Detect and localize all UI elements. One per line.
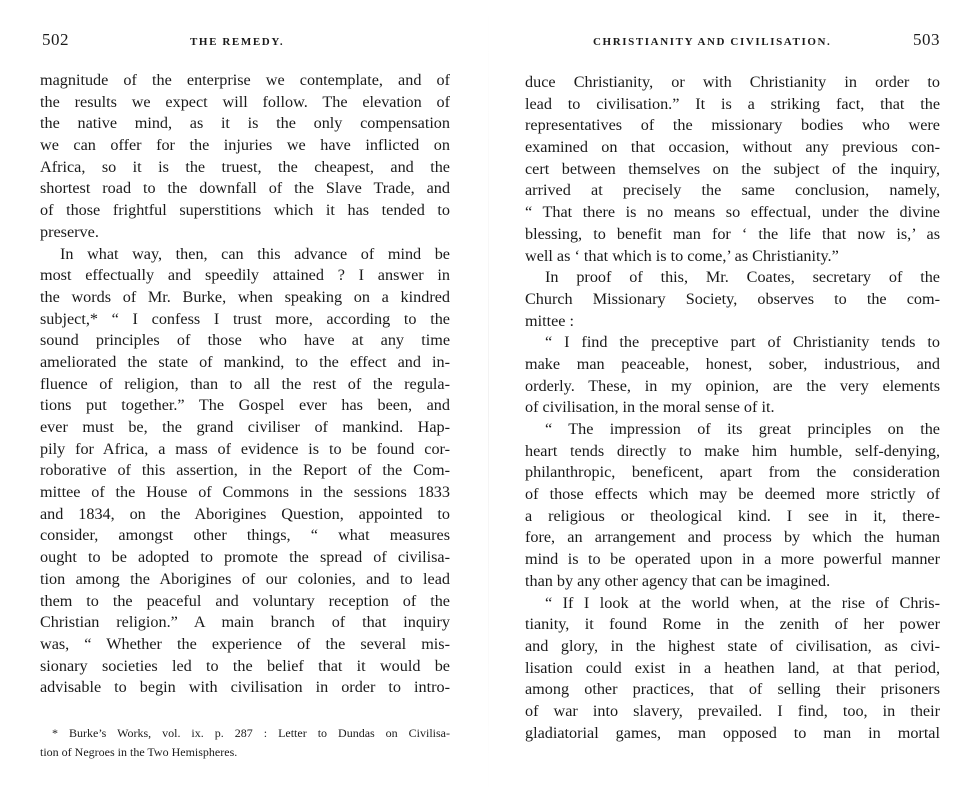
footnote	[40, 724, 450, 762]
text-line: than by any other agency that can be imagined.	[525, 571, 831, 590]
left-running-title: THE REMEDY.	[190, 36, 285, 48]
text-line: sionary societies led to the belief that it would be	[40, 656, 450, 675]
text-line: mittee :	[525, 311, 574, 330]
left-running-head	[40, 30, 450, 52]
text-line: representatives of the missionary bodies who were	[525, 116, 940, 135]
text-line: gladiatorial games, man opposed to man in mortal	[525, 723, 940, 742]
text-line: duce Christianity, or with Christianity in order to	[525, 73, 940, 91]
text-line: blessing, to benefit man for ‘ the life that now is,’ as	[525, 224, 940, 243]
text-line: shortest road to the downfall of the Slave Trade, and	[40, 179, 450, 198]
text-line: “ The impression of its great principles on the	[545, 420, 940, 438]
text-line: and glory, in the highest state of civilisation, as civi-	[525, 636, 940, 655]
text-line: most effectually and speedily attained ? I answer in	[40, 266, 450, 285]
right-page-number: 503	[913, 30, 940, 49]
text-line: pily for Africa, a mass of evidence is to be found cor-	[40, 439, 450, 458]
text-line: ameliorated the state of mankind, to the effect and in-	[40, 352, 450, 371]
text-line: the words of Mr. Burke, when speaking on a kindred	[40, 287, 450, 306]
text-line: magnitude of the enterprise we contemplate, and of	[40, 71, 450, 89]
text-line: “ If I look at the world when, at the rise of Chris-	[545, 593, 940, 612]
text-line: we can offer for the injuries we have inflicted on	[40, 136, 450, 155]
text-line: of those effects which may be deemed more strictly of	[525, 485, 940, 504]
text-line: Christian religion.” A main branch of that inquiry	[40, 613, 450, 632]
text-line: “ That there is no means so effectual, under the divine	[525, 203, 940, 222]
text-line: a religious or theological kind. I see in it, there-	[525, 506, 940, 525]
text-line: tions put together.” The Gospel ever has been, and	[40, 396, 450, 415]
text-line: mittee of the House of Commons in the sessions 1833	[40, 483, 450, 502]
text-line: them to the peaceful and voluntary reception of the	[40, 591, 450, 610]
text-line: mind is to be operated upon in a more powerful manner	[525, 550, 940, 569]
footnote-line: tion of Negroes in the Two Hemispheres.	[40, 745, 238, 759]
text-line: lead to civilisation.” It is a striking fact, that the	[525, 94, 940, 113]
text-line: of war into slavery, prevailed. I find, too, in their	[525, 701, 940, 720]
text-line: was, “ Whether the experience of the several mis-	[40, 634, 450, 653]
left-body-text	[40, 70, 450, 699]
text-line: cert between themselves on the subject of the inquiry,	[525, 159, 940, 178]
text-line: ever must be, the grand civiliser of mankind. Hap-	[40, 418, 450, 436]
text-line: advisable to begin with civilisation in order to intro-	[40, 678, 450, 697]
text-line: subject,* “ I confess I trust more, according to the	[40, 309, 450, 328]
text-line: philanthropic, beneficent, apart from the consideration	[525, 463, 940, 482]
text-line: consider, amongst other things, “ what measures	[40, 526, 450, 545]
text-line: among other practices, that of selling their prisoners	[525, 680, 940, 699]
text-line: lisation could exist in a heathen land, at that period,	[525, 658, 940, 677]
text-line: the results we expect will follow. The elevation of	[40, 92, 450, 111]
text-line: sound principles of those who have at any time	[40, 331, 450, 350]
text-line: examined on that occasion, without any previous con-	[525, 138, 940, 157]
text-line: and 1834, on the Aborigines Question, appointed to	[40, 504, 450, 523]
text-line: arrived at precisely the same conclusion, namely,	[525, 181, 940, 200]
text-line: Church Missionary Society, observes to the com-	[525, 289, 940, 308]
text-line: fore, an arrangement and process by which the human	[525, 528, 940, 547]
text-line: tianity, it found Rome in the zenith of her power	[525, 615, 940, 634]
text-line: the native mind, as it is the only compensation	[40, 114, 450, 133]
text-line: fluence of religion, than to all the rest of the regula-	[40, 374, 450, 393]
right-body-text	[525, 72, 940, 744]
text-line: of civilisation, in the moral sense of it.	[525, 398, 775, 417]
text-line: In what way, then, can this advance of mind be	[60, 244, 450, 263]
right-running-head	[525, 30, 940, 52]
right-running-title: CHRISTIANITY AND CIVILISATION.	[593, 36, 832, 48]
text-line: make man peaceable, honest, sober, industrious, and	[525, 354, 940, 373]
text-line: “ I find the preceptive part of Christianity tends to	[545, 333, 940, 352]
text-line: orderly. These, in my opinion, are the very elements	[525, 376, 940, 395]
footnote-line: * Burke’s Works, vol. ix. p. 287 : Letter to Dundas on Civilisa-	[52, 726, 450, 740]
book-gutter	[488, 0, 489, 803]
text-line: well as ‘ that which is to come,’ as Christianity.”	[525, 246, 839, 265]
left-page-number: 502	[42, 30, 69, 49]
text-line: heart tends directly to make him humble, self-denying,	[525, 441, 940, 460]
text-line: ought to be adopted to promote the spread of civilisa-	[40, 548, 450, 567]
text-line: preserve.	[40, 222, 99, 241]
text-line: In proof of this, Mr. Coates, secretary of the	[545, 268, 940, 287]
text-line: of those frightful superstitions which it has tended to	[40, 201, 450, 220]
text-line: roborative of this assertion, in the Report of the Com-	[40, 461, 450, 480]
text-line: tion among the Aborigines of our colonies, and to lead	[40, 569, 450, 588]
text-line: Africa, so it is the truest, the cheapest, and the	[40, 157, 450, 176]
